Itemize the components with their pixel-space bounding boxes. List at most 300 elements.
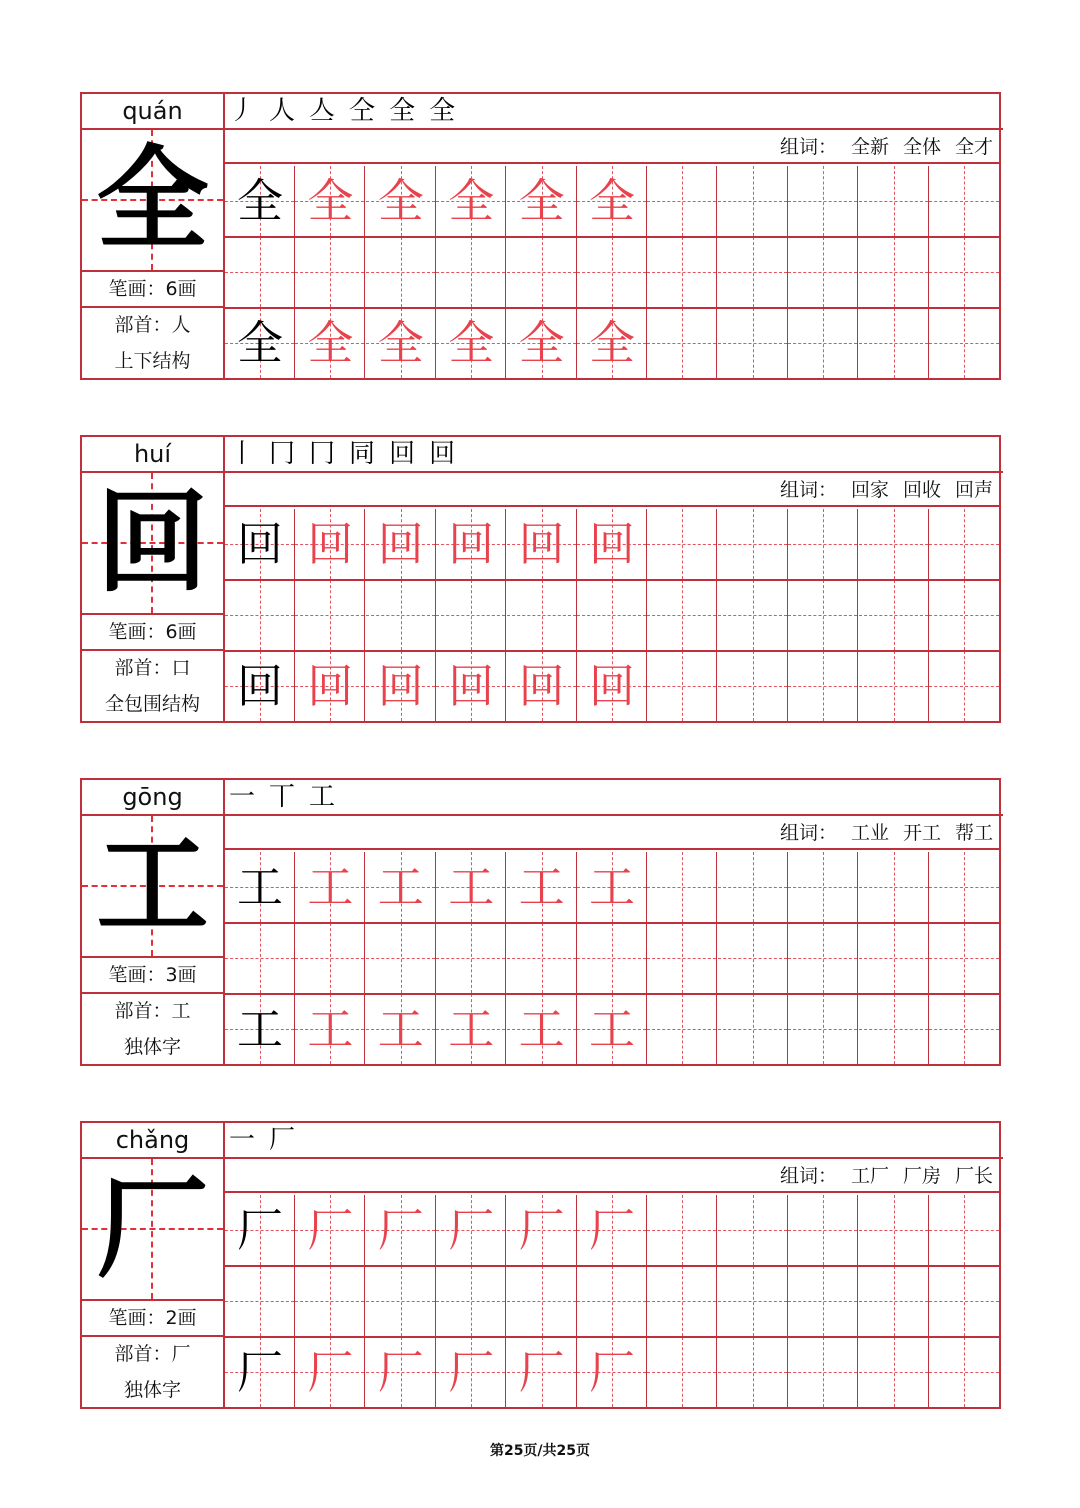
word-examples [225,1159,999,1193]
stroke-step: 厂 [269,1125,302,1155]
stroke-step: 亼 [309,96,342,126]
practice-cell[interactable] [859,1195,929,1265]
row-divider [225,922,999,924]
guide-line-horizontal [225,1301,294,1302]
stroke-order-row [225,1123,1003,1159]
practice-cell[interactable] [647,1195,717,1265]
example-word: 全体 [902,136,941,158]
practice-cell[interactable] [929,509,999,579]
practice-cell[interactable] [366,923,436,993]
trace-character: 回 [589,517,635,571]
guide-line-horizontal [788,1029,857,1030]
practice-cell[interactable] [718,580,788,650]
practice-cell[interactable] [859,994,929,1064]
practice-cell[interactable] [225,651,295,721]
word-examples-label: 组词： [779,479,837,501]
trace-character: 全 [589,316,635,370]
practice-cell[interactable] [718,509,788,579]
trace-character: 回 [377,517,424,571]
stroke-step: 一 [229,1125,262,1155]
practice-cell[interactable] [577,651,647,721]
example-word: 全新 [850,136,889,158]
guide-line-horizontal [436,1301,505,1302]
trace-character: 全 [377,174,424,228]
practice-cell[interactable] [929,166,999,236]
guide-line-horizontal [225,615,294,616]
guide-line-horizontal [507,272,576,273]
practice-cell[interactable] [295,580,365,650]
trace-character: 回 [589,659,635,713]
practice-cell[interactable] [507,1266,577,1336]
practice-cell[interactable] [577,237,647,307]
guide-line-horizontal [859,958,928,959]
row-divider [225,993,999,995]
practice-cell[interactable] [436,237,506,307]
practice-cell[interactable] [788,237,858,307]
trace-character: 回 [518,659,565,713]
practice-cell[interactable] [507,166,577,236]
trace-character: 回 [307,659,354,713]
guide-line-horizontal [436,272,505,273]
practice-cell[interactable] [788,1337,858,1407]
guide-line-horizontal [436,958,505,959]
practice-grid [225,852,999,1064]
example-word: 开工 [902,822,941,844]
practice-cell[interactable] [788,1195,858,1265]
practice-cell[interactable] [929,580,999,650]
practice-cell[interactable] [577,1266,647,1336]
practice-cell[interactable] [507,1195,577,1265]
trace-character: 全 [518,316,565,370]
practice-cell[interactable] [718,994,788,1064]
practice-cell[interactable] [718,308,788,378]
trace-character: 回 [377,659,424,713]
trace-character: 工 [377,860,424,914]
practice-cell[interactable] [859,237,929,307]
example-word: 帮工 [954,822,993,844]
example-word: 回收 [902,479,941,501]
practice-cell[interactable] [718,237,788,307]
practice-cell[interactable] [788,651,858,721]
practice-cell[interactable] [929,923,999,993]
practice-cell[interactable] [718,1266,788,1336]
stroke-order-row [225,780,1003,816]
guide-line-horizontal [295,1301,364,1302]
practice-cell[interactable] [788,994,858,1064]
guide-line-horizontal [295,958,364,959]
guide-line-horizontal [577,958,646,959]
practice-cell[interactable] [225,580,295,650]
stroke-step: 丨 [229,439,262,469]
row-divider [225,1265,999,1267]
trace-character: 回 [518,517,565,571]
guide-line-horizontal [859,272,928,273]
practice-cell[interactable] [507,994,577,1064]
practice-cell[interactable] [859,852,929,922]
guide-line-horizontal [788,544,857,545]
guide-line-horizontal [577,272,646,273]
practice-cell[interactable] [929,308,999,378]
trace-character: 回 [307,517,354,571]
practice-cell[interactable] [577,1195,647,1265]
guide-line-horizontal [647,615,716,616]
example-word: 回家 [850,479,889,501]
practice-cell[interactable] [295,923,365,993]
stroke-count: 笔画：3画 [82,958,223,994]
trace-character: 厂 [307,1203,354,1257]
trace-character: 回 [448,659,495,713]
practice-cell[interactable] [295,994,365,1064]
pinyin-label: chǎng [82,1123,223,1159]
row-divider [225,650,999,652]
guide-line-horizontal [718,201,787,202]
guide-line-horizontal [647,272,716,273]
practice-cell[interactable] [929,651,999,721]
practice-cell[interactable] [366,509,436,579]
practice-cell[interactable] [366,651,436,721]
guide-line-horizontal [718,1230,787,1231]
stroke-step: 冂 [309,439,342,469]
guide-line-horizontal [788,686,857,687]
practice-cell[interactable] [647,1266,717,1336]
practice-cell[interactable] [788,923,858,993]
guide-line-horizontal [788,272,857,273]
trace-character: 全 [307,316,354,370]
guide-line-horizontal [929,686,999,687]
trace-character: 工 [448,1002,495,1056]
practice-cell[interactable] [436,166,506,236]
practice-cell[interactable] [859,1337,929,1407]
practice-cell[interactable] [295,166,365,236]
practice-cell[interactable] [718,166,788,236]
stroke-count: 笔画：6画 [82,615,223,651]
page-footer: 第25页/共25页 [489,1443,591,1459]
practice-cell[interactable] [577,852,647,922]
character-block [80,1121,1001,1409]
practice-cell[interactable] [577,1337,647,1407]
practice-cell[interactable] [577,509,647,579]
practice-cell[interactable] [225,509,295,579]
guide-line-horizontal [929,343,999,344]
trace-character: 全 [518,174,565,228]
stroke-step: 回 [389,439,422,469]
practice-cell[interactable] [859,1266,929,1336]
practice-grid [225,166,999,378]
practice-cell[interactable] [436,308,506,378]
row-divider [225,579,999,581]
guide-line-horizontal [507,958,576,959]
stroke-order-row [225,94,1003,130]
trace-character: 厂 [448,1203,495,1257]
practice-cell[interactable] [718,1195,788,1265]
trace-character: 厂 [518,1345,565,1399]
guide-line-horizontal [859,1230,928,1231]
practice-cell[interactable] [295,651,365,721]
guide-line-horizontal [859,201,928,202]
word-examples [225,816,999,850]
practice-cell[interactable] [225,237,295,307]
stroke-step: 人 [269,96,302,126]
model-character-box [82,1159,223,1301]
guide-line-horizontal [788,958,857,959]
practice-cell[interactable] [859,923,929,993]
row-divider [225,1336,999,1338]
character-block [80,778,1001,1066]
model-character: 厂 [96,1163,209,1294]
practice-cell[interactable] [647,166,717,236]
word-examples-label: 组词： [779,1165,837,1187]
character-info-panel [82,780,225,1064]
pinyin-label: huí [82,437,223,473]
pinyin-label: quán [82,94,223,130]
guide-line-horizontal [647,958,716,959]
practice-cell[interactable] [647,308,717,378]
guide-line-horizontal [647,1301,716,1302]
practice-cell[interactable] [366,852,436,922]
guide-line-horizontal [366,1301,435,1302]
example-word: 回声 [954,479,993,501]
model-character-box [82,816,223,958]
practice-cell[interactable] [295,1266,365,1336]
guide-line-horizontal [859,343,928,344]
character-block [80,435,1001,723]
guide-line-horizontal [859,1029,928,1030]
guide-line-horizontal [718,1301,787,1302]
example-word: 厂长 [954,1165,993,1187]
character-info-panel [82,1123,225,1407]
trace-character: 全 [377,316,424,370]
guide-line-horizontal [647,686,716,687]
practice-cell[interactable] [507,509,577,579]
practice-cell[interactable] [507,1337,577,1407]
character-info-panel [82,94,225,378]
practice-cell[interactable] [647,994,717,1064]
guide-line-horizontal [295,615,364,616]
radical: 部首：工 [114,1000,191,1022]
practice-cell[interactable] [929,1337,999,1407]
model-character: 全 [96,134,209,265]
practice-cell[interactable] [225,1195,295,1265]
guide-line-horizontal [788,1301,857,1302]
guide-line-horizontal [718,615,787,616]
stroke-step: 工 [309,782,342,812]
guide-line-horizontal [718,686,787,687]
row-divider [225,236,999,238]
practice-cell[interactable] [788,852,858,922]
practice-cell[interactable] [718,852,788,922]
word-examples-label: 组词： [779,136,837,158]
practice-cell[interactable] [436,1266,506,1336]
stroke-count: 笔画：2画 [82,1301,223,1337]
guide-line-horizontal [859,544,928,545]
guide-line-horizontal [225,272,294,273]
practice-cell[interactable] [929,237,999,307]
practice-cell[interactable] [507,308,577,378]
guide-line-horizontal [929,544,999,545]
model-practice-character: 全 [237,174,283,228]
trace-character: 全 [307,174,354,228]
practice-cell[interactable] [366,580,436,650]
trace-character: 工 [589,860,635,914]
practice-cell[interactable] [436,852,506,922]
practice-cell[interactable] [295,308,365,378]
practice-cell[interactable] [577,994,647,1064]
practice-cell[interactable] [647,237,717,307]
model-character-box [82,130,223,272]
guide-line-horizontal [647,887,716,888]
practice-cell[interactable] [788,580,858,650]
word-examples-label: 组词： [779,822,837,844]
practice-cell[interactable] [295,237,365,307]
practice-cell[interactable] [859,308,929,378]
practice-cell[interactable] [647,852,717,922]
practice-cell[interactable] [788,166,858,236]
word-examples [225,130,999,164]
practice-cell[interactable] [225,308,295,378]
practice-cell[interactable] [366,1195,436,1265]
model-practice-character: 厂 [237,1345,283,1399]
practice-cell[interactable] [295,852,365,922]
character-info-panel [82,437,225,721]
guide-line-horizontal [718,272,787,273]
stroke-step: 同 [349,439,382,469]
guide-line-horizontal [436,615,505,616]
guide-line-horizontal [366,272,435,273]
model-character-box [82,473,223,615]
structure: 上下结构 [114,350,191,372]
trace-character: 厂 [448,1345,495,1399]
practice-cell[interactable] [718,651,788,721]
guide-line-horizontal [929,201,999,202]
structure: 独体字 [123,1036,181,1058]
practice-cell[interactable] [225,994,295,1064]
practice-cell[interactable] [647,1337,717,1407]
practice-cell[interactable] [929,1195,999,1265]
guide-line-horizontal [647,1372,716,1373]
example-word: 厂房 [902,1165,941,1187]
practice-cell[interactable] [788,1266,858,1336]
practice-cell[interactable] [507,651,577,721]
guide-line-horizontal [788,1230,857,1231]
guide-line-horizontal [366,615,435,616]
practice-cell[interactable] [859,651,929,721]
trace-character: 工 [448,860,495,914]
practice-cell[interactable] [577,580,647,650]
practice-cell[interactable] [577,308,647,378]
practice-cell[interactable] [788,308,858,378]
radical: 部首：人 [114,314,191,336]
model-practice-character: 厂 [237,1203,283,1257]
stroke-step: 回 [429,439,462,469]
practice-cell[interactable] [859,509,929,579]
practice-cell[interactable] [366,237,436,307]
guide-line-horizontal [647,1230,716,1231]
practice-cell[interactable] [436,1195,506,1265]
practice-cell[interactable] [929,852,999,922]
practice-cell[interactable] [436,651,506,721]
practice-cell[interactable] [366,994,436,1064]
guide-line-horizontal [718,1029,787,1030]
practice-cell[interactable] [366,166,436,236]
practice-cell[interactable] [225,1337,295,1407]
radical: 部首：口 [114,657,191,679]
practice-cell[interactable] [436,994,506,1064]
practice-cell[interactable] [718,923,788,993]
practice-cell[interactable] [436,923,506,993]
guide-line-horizontal [788,1372,857,1373]
practice-cell[interactable] [647,651,717,721]
model-character: 工 [96,820,209,951]
practice-cell[interactable] [859,166,929,236]
guide-line-horizontal [225,958,294,959]
practice-grid [225,509,999,721]
practice-cell[interactable] [507,580,577,650]
practice-cell[interactable] [295,509,365,579]
practice-cell[interactable] [647,580,717,650]
practice-cell[interactable] [577,923,647,993]
practice-cell[interactable] [366,308,436,378]
trace-character: 全 [448,174,495,228]
example-word: 工业 [850,822,889,844]
guide-line-horizontal [788,887,857,888]
practice-cell[interactable] [507,237,577,307]
practice-cell[interactable] [859,580,929,650]
practice-grid [225,1195,999,1407]
practice-cell[interactable] [366,1337,436,1407]
practice-cell[interactable] [295,1195,365,1265]
guide-line-horizontal [859,686,928,687]
practice-cell[interactable] [366,1266,436,1336]
practice-cell[interactable] [225,1266,295,1336]
practice-cell[interactable] [507,923,577,993]
guide-line-horizontal [295,272,364,273]
practice-cell[interactable] [788,509,858,579]
practice-cell[interactable] [295,1337,365,1407]
guide-line-horizontal [718,544,787,545]
model-practice-character: 回 [237,659,283,713]
guide-line-horizontal [507,1301,576,1302]
stroke-step: 全 [389,96,422,126]
practice-cell[interactable] [718,1337,788,1407]
practice-cell[interactable] [225,923,295,993]
word-examples [225,473,999,507]
practice-cell[interactable] [647,923,717,993]
trace-character: 厂 [307,1345,354,1399]
trace-character: 厂 [377,1203,424,1257]
practice-cell[interactable] [436,509,506,579]
character-block [80,92,1001,380]
practice-cell[interactable] [929,994,999,1064]
trace-character: 厂 [377,1345,424,1399]
practice-cell[interactable] [436,1337,506,1407]
guide-line-horizontal [859,1301,928,1302]
stroke-order-row [225,437,1003,473]
practice-cell[interactable] [225,852,295,922]
structure: 全包围结构 [104,693,200,715]
guide-line-horizontal [647,201,716,202]
stroke-step: 全 [429,96,462,126]
guide-line-horizontal [929,887,999,888]
practice-cell[interactable] [929,1266,999,1336]
practice-cell[interactable] [225,166,295,236]
practice-cell[interactable] [436,580,506,650]
practice-cell[interactable] [647,509,717,579]
guide-line-horizontal [859,615,928,616]
practice-cell[interactable] [577,166,647,236]
guide-line-horizontal [647,1029,716,1030]
practice-cell[interactable] [507,852,577,922]
guide-line-horizontal [788,201,857,202]
